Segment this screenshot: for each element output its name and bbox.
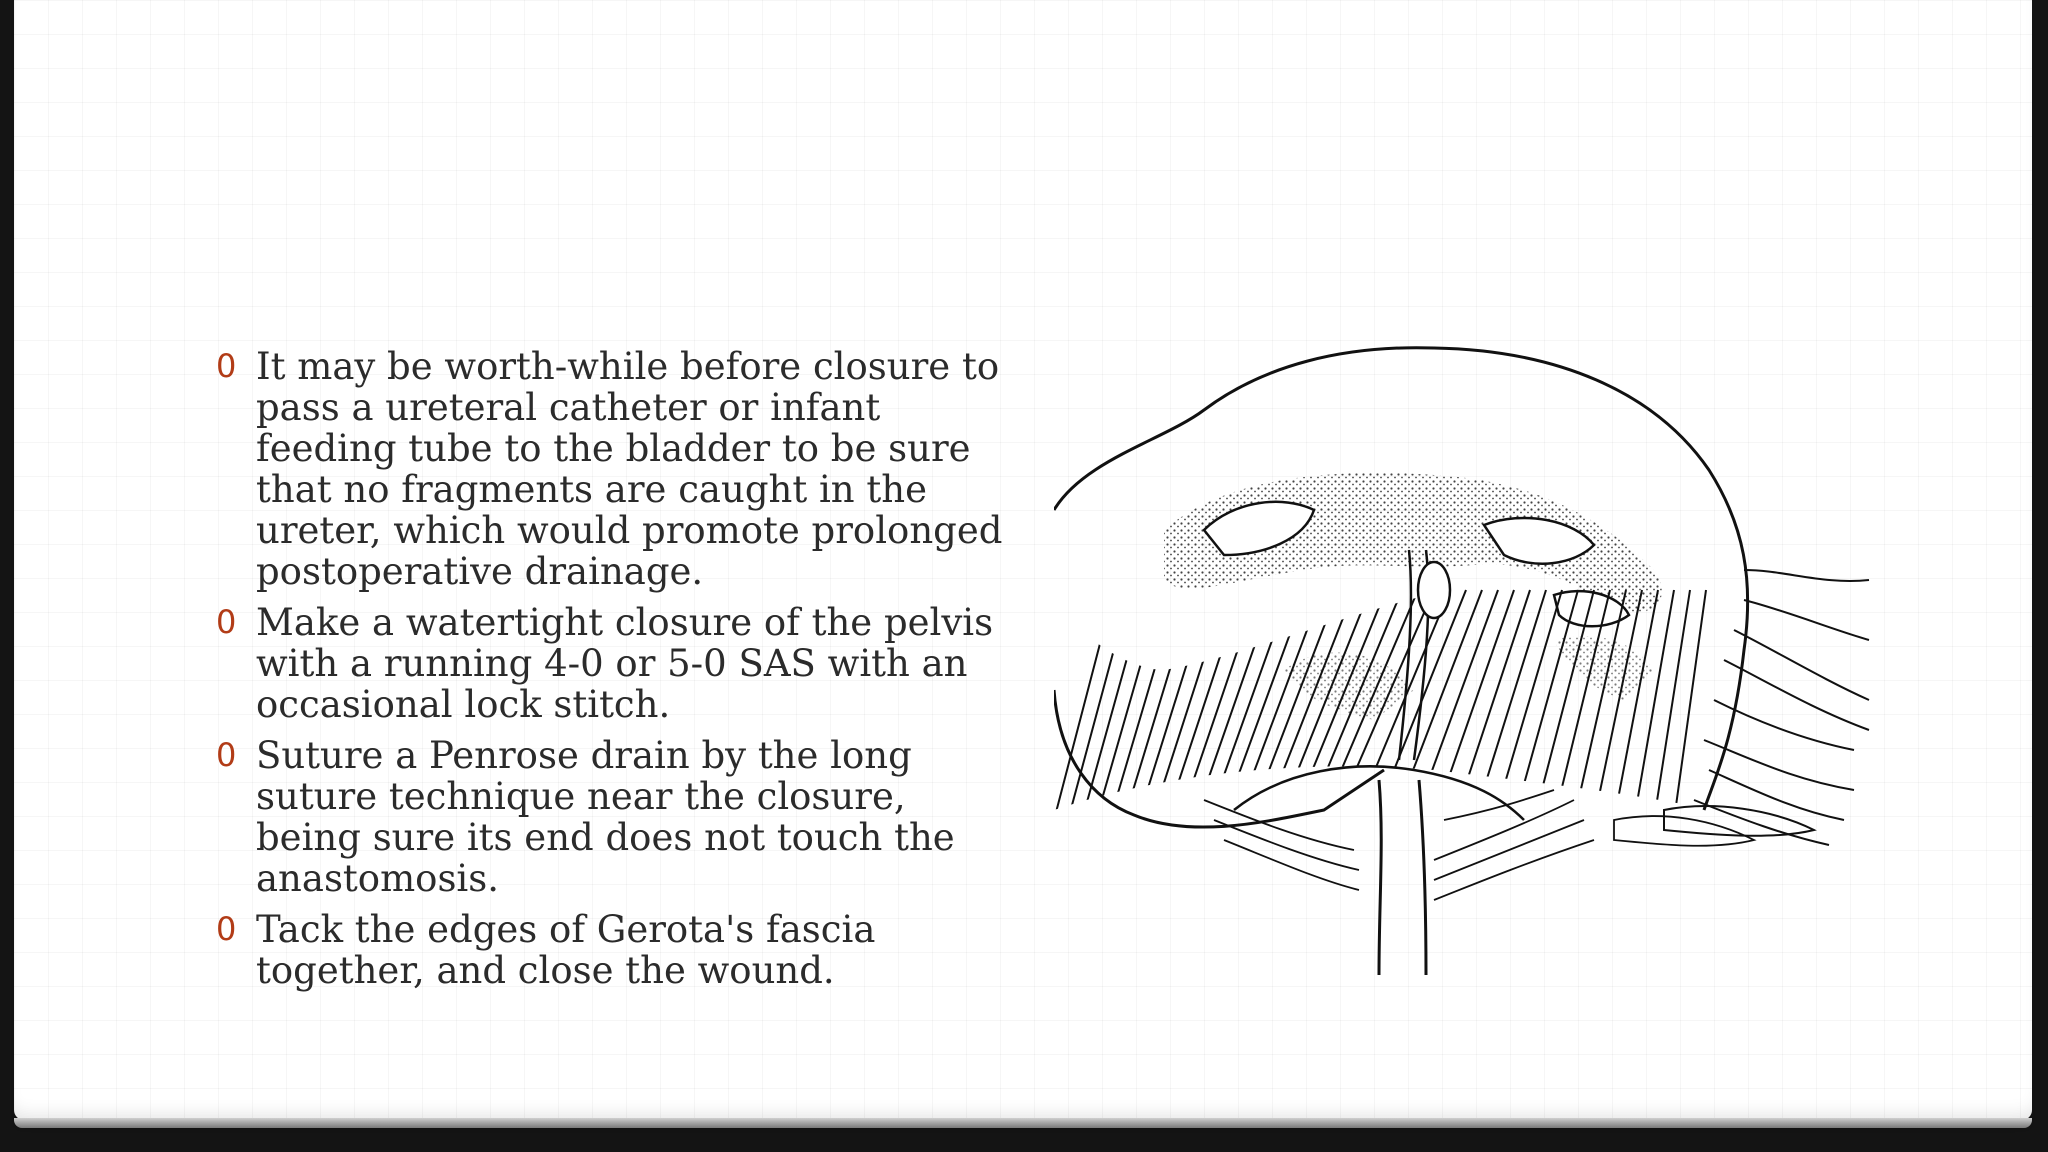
bullet-text: Make a watertight closure of the pelvis with a running 4-0 or 5-0 SAS with an occasional lock stitch. [256, 601, 994, 726]
bullet-list [216, 346, 1016, 1001]
kidney-illustration [1054, 340, 1874, 980]
bullet-marker: 0 [216, 910, 237, 948]
bullet-marker: 0 [216, 347, 237, 385]
slide [14, 0, 2032, 1120]
bullet-text: Tack the edges of Gerota's fascia together, and close the wound. [256, 908, 876, 992]
bullet-text: Suture a Penrose drain by the long suture technique near the closure, being sure its end does not touch the anastomosis. [256, 734, 955, 900]
bullet-item [216, 735, 1016, 899]
ureter [1379, 780, 1381, 975]
bullet-text: It may be worth-while before closure to pass a ureteral catheter or infant feeding tube to the bladder to be sure that no fragments are caught in the ureter, which would promote prolonged postoperative drainage. [256, 345, 1003, 593]
bullet-item [216, 909, 1016, 991]
bullet-marker: 0 [216, 603, 237, 641]
bullet-marker: 0 [216, 736, 237, 774]
bullet-item [216, 602, 1016, 725]
bullet-item [216, 346, 1016, 592]
slide-shadow-edge [14, 1118, 2032, 1128]
